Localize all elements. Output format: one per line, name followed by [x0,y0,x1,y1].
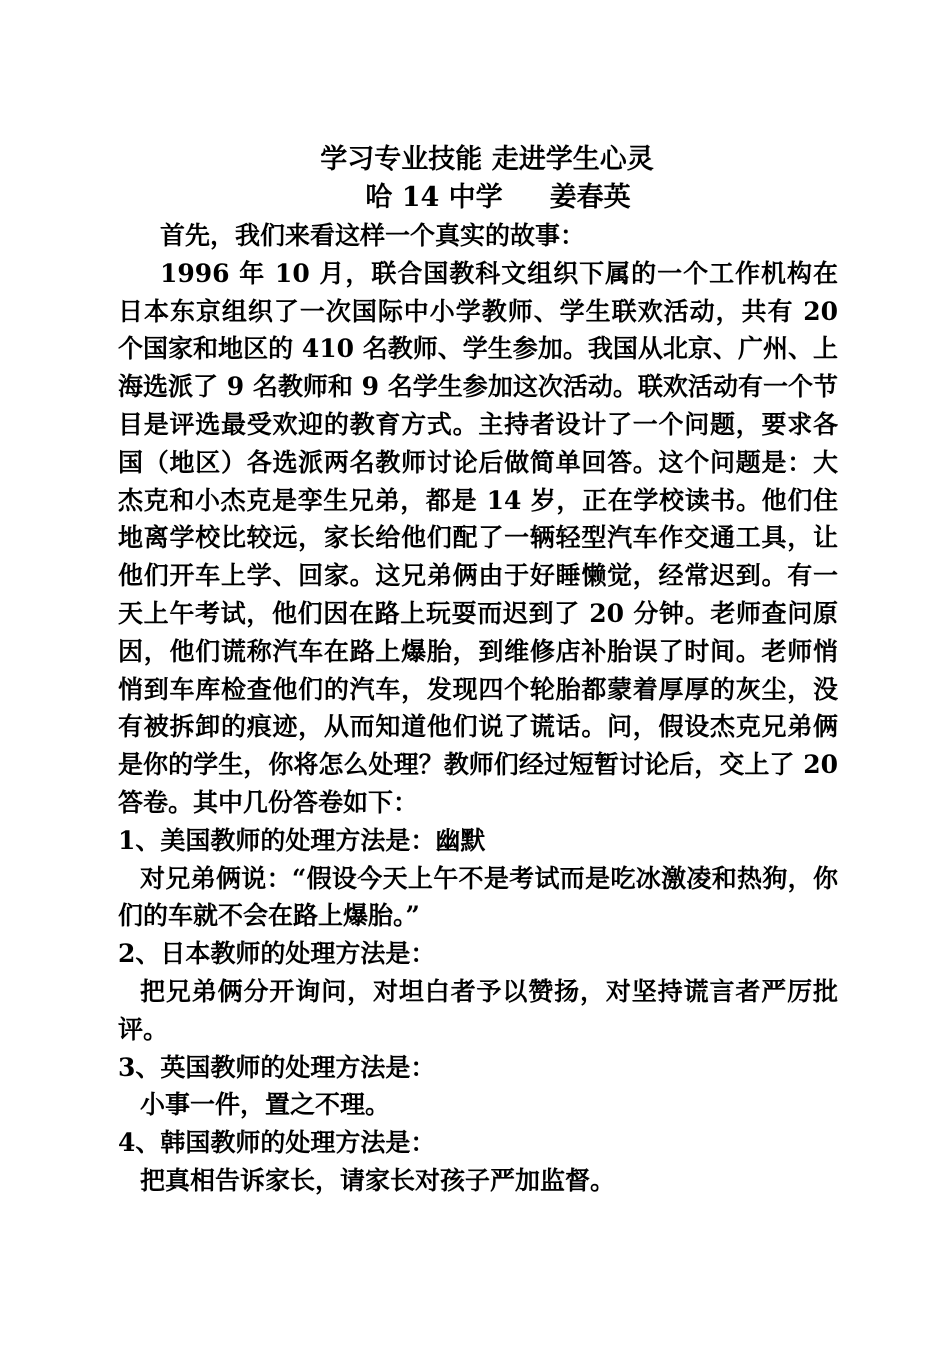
item-answer: 把兄弟俩分开询问，对坦白者予以赞扬，对坚持谎言者严厉批评。 [118,976,838,1044]
item-answer: 对兄弟俩说：“假设今天上午不是考试而是吃冰激凌和热狗，你们的车就不会在路上爆胎。” [118,863,838,931]
item-heading: 3、英国教师的处理方法是： [118,1052,436,1082]
intro-paragraph: 首先，我们来看这样一个真实的故事： [160,221,586,250]
answer-item-japan [118,935,838,1048]
story-paragraph: 1996 年 10 月，联合国教科文组织下属的一个工作机构在日本东京组织了一次国际中小学教师、学生联欢活动，共有 20 个国家和地区的 410 名教师、学生参加。我国从北京、广州、上海选派了 9 名教师和 9 名学生参加这次活动。联欢活动有一个节目是评选最受欢迎的教育方式。主持者设计了一个问题，要求各国（地区）各选派两名教师讨论后做简单回答。这个问题是：大杰克和小杰克是孪生兄弟，都是 14 岁，正在学校读书。他们住地离学校比较远，家长给他们配了一辆轻型汽车作交通工具，让他们开车上学、回家。这兄弟俩由于好睡懒觉，经常迟到。有一天上午考试，他们因在路上玩耍而迟到了 20 分钟。老师查问原因，他们谎称汽车在路上爆胎，到维修店补胎误了时间。老师悄悄到车库检查他们的汽车，发现四个轮胎都蒙着厚厚的灰尘，没有被拆卸的痕迹，从而知道他们说了谎话。问，假设杰克兄弟俩是你的学生，你将怎么处理？教师们经过短暂讨论后，交上了 20 答卷。其中几份答卷如下： [118,258,838,817]
answer-item-us [118,822,838,935]
item-heading: 1、美国教师的处理方法是：幽默 [118,825,486,855]
item-heading: 2、日本教师的处理方法是： [118,939,436,969]
item-answer: 把真相告诉家长，请家长对孩子严加监督。 [140,1165,616,1195]
author-line: 哈 14 中学 姜春英 [365,182,631,213]
document-page [118,141,838,1200]
answer-item-korea [118,1124,838,1200]
document-title: 学习专业技能 走进学生心灵 [320,144,654,175]
item-heading: 4、韩国教师的处理方法是： [118,1128,436,1158]
answer-item-uk [118,1049,838,1125]
item-answer: 小事一件，置之不理。 [140,1090,391,1120]
